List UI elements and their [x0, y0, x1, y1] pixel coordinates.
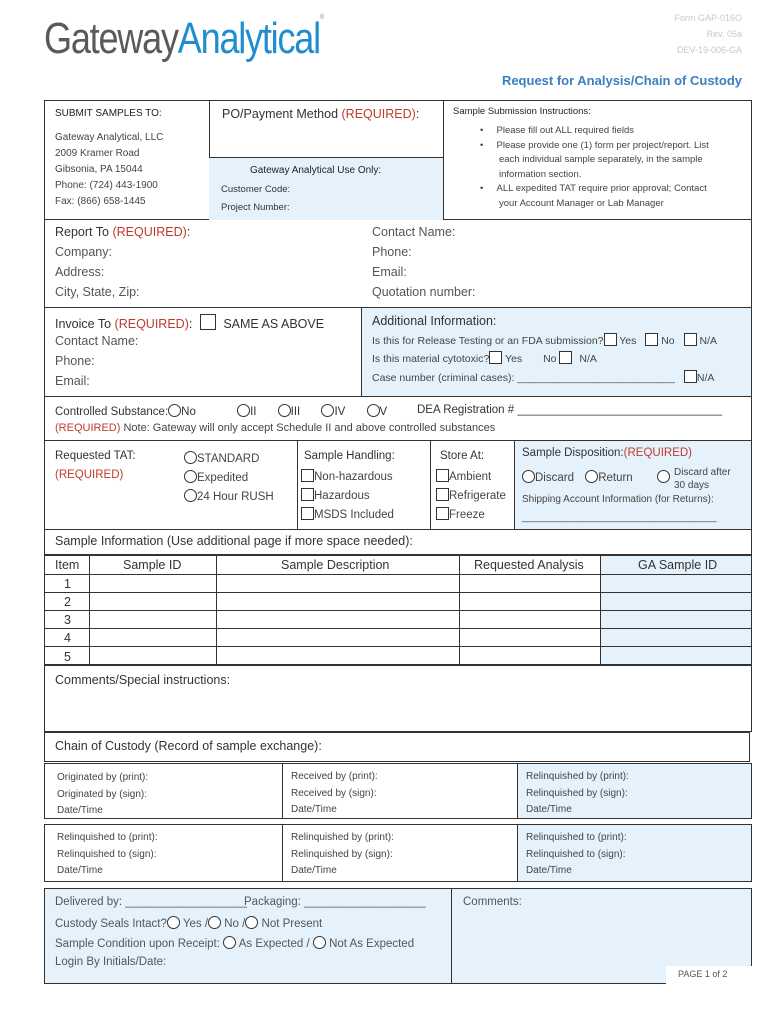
col-sample-description: Sample Description — [281, 558, 390, 572]
page-number: PAGE 1 of 2 — [666, 966, 752, 984]
col-sample-id: Sample ID — [123, 558, 182, 572]
delivered-by-field[interactable]: Delivered by: ___________________ — [55, 896, 247, 908]
non-hazardous-checkbox[interactable] — [301, 469, 314, 482]
controlled-substance-section — [44, 396, 752, 441]
logo-text-analytical: Analytical — [177, 14, 320, 63]
project-number-field[interactable]: Project Number: — [221, 202, 290, 213]
doc-id: DEV-19-006-GA — [676, 45, 742, 55]
custody-relinquished-1[interactable]: Relinquished by (print): Relinquished by (sign): Date/Time — [526, 771, 629, 815]
form-number: Form GAP-016O — [674, 13, 742, 23]
release-yes-checkbox[interactable] — [604, 333, 617, 346]
report-to-label: Report To (REQUIRED): — [55, 225, 191, 239]
delivery-comments-field[interactable]: Comments: — [463, 896, 522, 908]
col-ga-sample-id: GA Sample ID — [638, 558, 718, 572]
po-label: PO/Payment Method (REQUIRED): — [222, 107, 420, 121]
report-contact-field[interactable]: Contact Name: — [372, 225, 456, 239]
release-na-checkbox[interactable] — [684, 333, 697, 346]
condition-expected-radio[interactable] — [223, 936, 236, 949]
case-na-checkbox[interactable] — [684, 370, 697, 383]
custody-seals-row: Custody Seals Intact? Yes / No / Not Present — [55, 918, 323, 930]
controlled-iv-radio[interactable] — [321, 404, 334, 417]
sample-condition-row: Sample Condition upon Receipt: As Expected / Not As Expected — [55, 938, 415, 950]
custody-relinquished-2[interactable]: Relinquished by (print): Relinquished by (sign): Date/Time — [291, 832, 394, 876]
table-row: 2 — [64, 595, 71, 609]
document-title: Request for Analysis/Chain of Custody — [501, 73, 742, 88]
cytotoxic-question: Is this material cytotoxic? Yes No N/A — [372, 353, 597, 365]
discard-after-option: Discard after 30 days — [657, 466, 731, 492]
ambient-checkbox[interactable] — [436, 469, 449, 482]
comments-heading: Comments/Special instructions: — [55, 673, 231, 687]
tat-expedited-radio[interactable] — [184, 470, 197, 483]
col-requested-analysis: Requested Analysis — [474, 558, 584, 572]
invoice-email-field[interactable]: Email: — [55, 374, 90, 388]
gateway-logo — [44, 14, 323, 64]
discard-radio[interactable] — [522, 470, 535, 483]
seals-not-present-radio[interactable] — [245, 916, 258, 929]
freeze-checkbox[interactable] — [436, 507, 449, 520]
return-radio[interactable] — [585, 470, 598, 483]
custody-received[interactable]: Received by (print): Received by (sign): Date/Time — [291, 771, 378, 815]
customer-code-field[interactable]: Customer Code: — [221, 184, 291, 195]
refrigerate-checkbox[interactable] — [436, 488, 449, 501]
report-email-field[interactable]: Email: — [372, 265, 407, 279]
packaging-field[interactable]: Packaging: ___________________ — [244, 896, 426, 908]
msds-included-checkbox[interactable] — [301, 507, 314, 520]
condition-not-expected-radio[interactable] — [313, 936, 326, 949]
report-address-field[interactable]: Address: — [55, 265, 105, 279]
controlled-note: (REQUIRED) Note: Gateway will only accept Schedule II and above controlled substances — [55, 422, 496, 434]
tat-rush-radio[interactable] — [184, 489, 197, 502]
same-as-above-label: SAME AS ABOVE — [223, 317, 325, 331]
release-no-checkbox[interactable] — [645, 333, 658, 346]
table-row: 1 — [64, 577, 71, 591]
tat-options: STANDARD Expedited 24 Hour RUSH — [184, 450, 274, 507]
report-phone-field[interactable]: Phone: — [372, 245, 412, 259]
disposition-label: Sample Disposition:(REQUIRED) — [522, 447, 693, 459]
store-label: Store At: — [440, 450, 485, 462]
cytotoxic-no-checkbox[interactable] — [559, 351, 572, 364]
tat-label: Requested TAT: — [55, 450, 136, 462]
report-company-field[interactable]: Company: — [55, 245, 112, 259]
seals-yes-radio[interactable] — [167, 916, 180, 929]
cytotoxic-yes-checkbox[interactable] — [489, 351, 502, 364]
shipping-account-field[interactable]: ___________________________________ — [522, 512, 717, 523]
custody-relinquished-to-1[interactable]: Relinquished to (print): Relinquished to (sign): Date/Time — [57, 832, 158, 876]
table-row: 4 — [64, 631, 71, 645]
report-quotation-field[interactable]: Quotation number: — [372, 285, 476, 299]
revision: Rev. 05a — [706, 29, 742, 39]
controlled-no-radio[interactable] — [168, 404, 181, 417]
table-row: 5 — [64, 650, 71, 664]
submit-heading: SUBMIT SAMPLES TO: — [55, 108, 162, 119]
login-initials-field[interactable]: Login By Initials/Date: — [55, 956, 167, 968]
additional-heading: Additional Information: — [372, 314, 497, 328]
case-number-field[interactable]: Case number (criminal cases): ___________________________ N/A — [372, 372, 715, 384]
tat-standard-radio[interactable] — [184, 451, 197, 464]
tat-required: (REQUIRED) — [55, 469, 124, 481]
use-only-heading: Gateway Analytical Use Only: — [250, 165, 382, 176]
shipping-account-label: Shipping Account Information (for Returns): — [522, 494, 714, 505]
custody-heading: Chain of Custody (Record of sample exchange): — [55, 739, 322, 753]
hazardous-checkbox[interactable] — [301, 488, 314, 501]
discard-after-radio[interactable] — [657, 470, 670, 483]
invoice-phone-field[interactable]: Phone: — [55, 354, 95, 368]
handling-label: Sample Handling: — [304, 450, 395, 462]
logo-text-gateway: Gateway — [44, 14, 178, 63]
submit-address: Gateway Analytical, LLC 2009 Kramer Road Gibsonia, PA 15044 Phone: (724) 443-1900 Fax: (866) 658-1445 — [55, 132, 164, 207]
instructions-heading: Sample Submission Instructions: — [453, 106, 591, 117]
dea-registration-field[interactable]: DEA Registration # ________________________________ — [417, 404, 723, 416]
store-options: Ambient Refrigerate Freeze — [436, 468, 506, 525]
custody-originated[interactable]: Originated by (print): Originated by (sign): Date/Time — [57, 772, 149, 816]
logo-mark: ® — [319, 14, 323, 21]
custody-relinquished-to-2[interactable]: Relinquished to (print): Relinquished to (sign): Date/Time — [526, 832, 627, 876]
report-city-field[interactable]: City, State, Zip: — [55, 285, 140, 299]
controlled-v-radio[interactable] — [367, 404, 380, 417]
controlled-iii-radio[interactable] — [278, 404, 291, 417]
sample-info-heading: Sample Information (Use additional page if more space needed): — [55, 534, 413, 548]
controlled-substance-row: Controlled Substance: No II III IV V — [55, 406, 388, 418]
release-testing-question: Is this for Release Testing or an FDA submission? Yes No N/A — [372, 335, 718, 347]
col-item: Item — [55, 558, 80, 572]
same-as-above-checkbox[interactable] — [200, 314, 216, 330]
instructions-list: • Please fill out ALL required fields • Please provide one (1) form per project/report. List each individual sample separately, in the sample information section. • ALL expedited TAT require prior approval; Contact your Account Manager or Lab Manager — [480, 125, 709, 209]
seals-no-radio[interactable] — [208, 916, 221, 929]
invoice-contact-field[interactable]: Contact Name: — [55, 334, 139, 348]
table-row: 3 — [64, 613, 71, 627]
handling-options: Non-hazardous Hazardous MSDS Included — [301, 468, 394, 525]
disposition-options: Discard Return — [522, 470, 633, 484]
controlled-ii-radio[interactable] — [237, 404, 250, 417]
invoice-label: Invoice To (REQUIRED): SAME AS ABOVE — [55, 314, 324, 331]
